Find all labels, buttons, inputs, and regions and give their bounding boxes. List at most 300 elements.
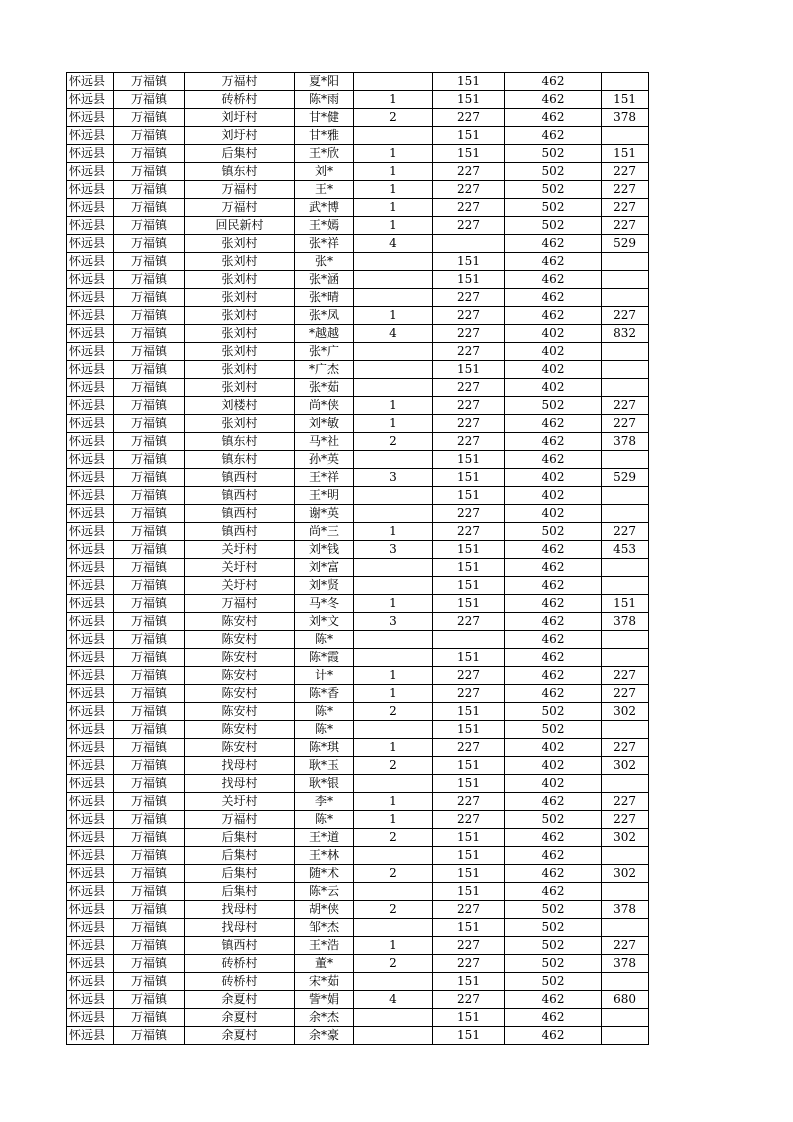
amount-a-cell: 151: [433, 757, 505, 775]
village-cell: 张刘村: [185, 325, 295, 343]
town-cell: 万福镇: [114, 739, 185, 757]
amount-a-cell: 151: [433, 361, 505, 379]
village-cell: 镇西村: [185, 523, 295, 541]
village-cell: 镇东村: [185, 163, 295, 181]
count-cell: [354, 271, 433, 289]
village-cell: 后集村: [185, 829, 295, 847]
town-cell: 万福镇: [114, 325, 185, 343]
town-cell: 万福镇: [114, 307, 185, 325]
village-cell: 找母村: [185, 757, 295, 775]
name-cell: 王*浩: [295, 937, 354, 955]
amount-a-cell: 151: [433, 865, 505, 883]
total-cell: [602, 487, 649, 505]
town-cell: 万福镇: [114, 505, 185, 523]
village-cell: 关圩村: [185, 793, 295, 811]
name-cell: 陈*香: [295, 685, 354, 703]
name-cell: 陈*: [295, 703, 354, 721]
amount-a-cell: 227: [433, 793, 505, 811]
count-cell: 2: [354, 829, 433, 847]
village-cell: 镇西村: [185, 505, 295, 523]
county-cell: 怀远县: [67, 199, 114, 217]
town-cell: 万福镇: [114, 379, 185, 397]
count-cell: [354, 1009, 433, 1027]
village-cell: 镇东村: [185, 433, 295, 451]
village-cell: 镇西村: [185, 937, 295, 955]
village-cell: 余夏村: [185, 991, 295, 1009]
table-row: [67, 181, 649, 199]
town-cell: 万福镇: [114, 685, 185, 703]
total-cell: 151: [602, 595, 649, 613]
name-cell: 夏*阳: [295, 73, 354, 91]
table-row: [67, 973, 649, 991]
total-cell: [602, 343, 649, 361]
amount-b-cell: 402: [505, 505, 602, 523]
town-cell: 万福镇: [114, 883, 185, 901]
amount-b-cell: 462: [505, 865, 602, 883]
count-cell: 1: [354, 523, 433, 541]
town-cell: 万福镇: [114, 937, 185, 955]
county-cell: 怀远县: [67, 163, 114, 181]
count-cell: 4: [354, 235, 433, 253]
amount-b-cell: 462: [505, 415, 602, 433]
county-cell: 怀远县: [67, 721, 114, 739]
county-cell: 怀远县: [67, 325, 114, 343]
total-cell: 227: [602, 793, 649, 811]
table-row: [67, 127, 649, 145]
amount-a-cell: 227: [433, 955, 505, 973]
county-cell: 怀远县: [67, 217, 114, 235]
name-cell: 张*晴: [295, 289, 354, 307]
county-cell: 怀远县: [67, 919, 114, 937]
amount-a-cell: 227: [433, 901, 505, 919]
count-cell: 4: [354, 991, 433, 1009]
amount-a-cell: 227: [433, 991, 505, 1009]
table-row: [67, 919, 649, 937]
amount-b-cell: 462: [505, 91, 602, 109]
amount-b-cell: 462: [505, 631, 602, 649]
count-cell: 4: [354, 325, 433, 343]
amount-a-cell: 227: [433, 739, 505, 757]
amount-a-cell: 227: [433, 217, 505, 235]
name-cell: 王*明: [295, 487, 354, 505]
name-cell: 邹*杰: [295, 919, 354, 937]
table-row: [67, 721, 649, 739]
amount-a-cell: 151: [433, 775, 505, 793]
total-cell: [602, 379, 649, 397]
count-cell: 1: [354, 199, 433, 217]
count-cell: [354, 649, 433, 667]
table-row: [67, 937, 649, 955]
village-cell: 找母村: [185, 901, 295, 919]
town-cell: 万福镇: [114, 433, 185, 451]
table-row: [67, 109, 649, 127]
name-cell: *越越: [295, 325, 354, 343]
total-cell: 227: [602, 415, 649, 433]
town-cell: 万福镇: [114, 199, 185, 217]
total-cell: 453: [602, 541, 649, 559]
name-cell: 张*茹: [295, 379, 354, 397]
total-cell: 302: [602, 829, 649, 847]
town-cell: 万福镇: [114, 361, 185, 379]
name-cell: 董*: [295, 955, 354, 973]
amount-b-cell: 462: [505, 883, 602, 901]
amount-b-cell: 462: [505, 991, 602, 1009]
amount-a-cell: 151: [433, 919, 505, 937]
total-cell: [602, 649, 649, 667]
county-cell: 怀远县: [67, 685, 114, 703]
total-cell: [602, 253, 649, 271]
table-row: [67, 901, 649, 919]
total-cell: 227: [602, 181, 649, 199]
village-cell: 后集村: [185, 847, 295, 865]
county-cell: 怀远县: [67, 991, 114, 1009]
county-cell: 怀远县: [67, 811, 114, 829]
name-cell: 王*嫣: [295, 217, 354, 235]
town-cell: 万福镇: [114, 127, 185, 145]
amount-b-cell: 462: [505, 667, 602, 685]
amount-b-cell: 502: [505, 217, 602, 235]
total-cell: [602, 271, 649, 289]
count-cell: [354, 631, 433, 649]
total-cell: 378: [602, 433, 649, 451]
village-cell: 镇西村: [185, 469, 295, 487]
count-cell: [354, 1027, 433, 1045]
amount-b-cell: 462: [505, 541, 602, 559]
county-cell: 怀远县: [67, 235, 114, 253]
town-cell: 万福镇: [114, 721, 185, 739]
amount-b-cell: 462: [505, 595, 602, 613]
name-cell: 武*博: [295, 199, 354, 217]
count-cell: [354, 577, 433, 595]
table-row: [67, 343, 649, 361]
total-cell: [602, 919, 649, 937]
table-row: [67, 559, 649, 577]
amount-a-cell: 151: [433, 1009, 505, 1027]
table-row: [67, 73, 649, 91]
table-row: [67, 793, 649, 811]
amount-b-cell: 502: [505, 721, 602, 739]
table-row: [67, 199, 649, 217]
amount-a-cell: 151: [433, 577, 505, 595]
county-cell: 怀远县: [67, 289, 114, 307]
village-cell: 刘楼村: [185, 397, 295, 415]
table-row: [67, 541, 649, 559]
total-cell: [602, 631, 649, 649]
county-cell: 怀远县: [67, 973, 114, 991]
table-row: [67, 865, 649, 883]
count-cell: 1: [354, 595, 433, 613]
amount-b-cell: 462: [505, 649, 602, 667]
county-cell: 怀远县: [67, 739, 114, 757]
data-table: [66, 72, 649, 1045]
village-cell: 后集村: [185, 145, 295, 163]
table-row: [67, 649, 649, 667]
county-cell: 怀远县: [67, 703, 114, 721]
amount-a-cell: [433, 631, 505, 649]
amount-b-cell: 502: [505, 811, 602, 829]
total-cell: [602, 1009, 649, 1027]
village-cell: 万福村: [185, 73, 295, 91]
county-cell: 怀远县: [67, 397, 114, 415]
count-cell: 1: [354, 739, 433, 757]
total-cell: 151: [602, 145, 649, 163]
village-cell: 砖桥村: [185, 955, 295, 973]
village-cell: 关圩村: [185, 577, 295, 595]
village-cell: 万福村: [185, 199, 295, 217]
amount-b-cell: 502: [505, 901, 602, 919]
amount-a-cell: 227: [433, 397, 505, 415]
name-cell: 张*: [295, 253, 354, 271]
village-cell: 后集村: [185, 865, 295, 883]
amount-a-cell: 227: [433, 199, 505, 217]
amount-b-cell: 462: [505, 577, 602, 595]
total-cell: [602, 289, 649, 307]
table-row: [67, 775, 649, 793]
total-cell: [602, 721, 649, 739]
amount-a-cell: 151: [433, 91, 505, 109]
amount-a-cell: 151: [433, 721, 505, 739]
name-cell: 耿*玉: [295, 757, 354, 775]
table-row: [67, 1009, 649, 1027]
name-cell: 张*祥: [295, 235, 354, 253]
county-cell: 怀远县: [67, 181, 114, 199]
name-cell: 刘*: [295, 163, 354, 181]
amount-a-cell: 227: [433, 379, 505, 397]
county-cell: 怀远县: [67, 955, 114, 973]
amount-a-cell: 227: [433, 811, 505, 829]
total-cell: [602, 1027, 649, 1045]
amount-b-cell: 462: [505, 307, 602, 325]
count-cell: 1: [354, 793, 433, 811]
total-cell: 227: [602, 739, 649, 757]
count-cell: [354, 847, 433, 865]
count-cell: 2: [354, 901, 433, 919]
total-cell: 227: [602, 685, 649, 703]
total-cell: [602, 559, 649, 577]
town-cell: 万福镇: [114, 703, 185, 721]
table-row: [67, 991, 649, 1009]
total-cell: [602, 883, 649, 901]
county-cell: 怀远县: [67, 451, 114, 469]
amount-a-cell: 151: [433, 973, 505, 991]
village-cell: 万福村: [185, 811, 295, 829]
amount-b-cell: 462: [505, 109, 602, 127]
town-cell: 万福镇: [114, 775, 185, 793]
name-cell: 王*道: [295, 829, 354, 847]
table-row: [67, 397, 649, 415]
county-cell: 怀远县: [67, 631, 114, 649]
name-cell: 马*社: [295, 433, 354, 451]
amount-b-cell: 462: [505, 613, 602, 631]
name-cell: 尚*侠: [295, 397, 354, 415]
village-cell: 找母村: [185, 919, 295, 937]
amount-b-cell: 502: [505, 955, 602, 973]
table-row: [67, 811, 649, 829]
count-cell: [354, 253, 433, 271]
table-row: [67, 613, 649, 631]
town-cell: 万福镇: [114, 667, 185, 685]
total-cell: 529: [602, 235, 649, 253]
amount-a-cell: 227: [433, 505, 505, 523]
name-cell: 陈*琪: [295, 739, 354, 757]
table-row: [67, 163, 649, 181]
amount-a-cell: 227: [433, 109, 505, 127]
town-cell: 万福镇: [114, 109, 185, 127]
county-cell: 怀远县: [67, 649, 114, 667]
county-cell: 怀远县: [67, 595, 114, 613]
county-cell: 怀远县: [67, 1027, 114, 1045]
amount-a-cell: 227: [433, 307, 505, 325]
amount-b-cell: 462: [505, 685, 602, 703]
total-cell: 227: [602, 217, 649, 235]
name-cell: 余*杰: [295, 1009, 354, 1027]
county-cell: 怀远县: [67, 253, 114, 271]
village-cell: 镇西村: [185, 487, 295, 505]
town-cell: 万福镇: [114, 523, 185, 541]
amount-b-cell: 502: [505, 703, 602, 721]
village-cell: 张刘村: [185, 253, 295, 271]
amount-b-cell: 402: [505, 487, 602, 505]
town-cell: 万福镇: [114, 487, 185, 505]
table-row: [67, 289, 649, 307]
count-cell: 1: [354, 685, 433, 703]
name-cell: 甘*雅: [295, 127, 354, 145]
village-cell: 镇东村: [185, 451, 295, 469]
amount-a-cell: 151: [433, 271, 505, 289]
amount-b-cell: 462: [505, 1027, 602, 1045]
county-cell: 怀远县: [67, 523, 114, 541]
count-cell: [354, 487, 433, 505]
county-cell: 怀远县: [67, 775, 114, 793]
village-cell: 刘圩村: [185, 109, 295, 127]
village-cell: 余夏村: [185, 1009, 295, 1027]
table-row: [67, 955, 649, 973]
name-cell: 訾*娟: [295, 991, 354, 1009]
amount-b-cell: 502: [505, 181, 602, 199]
amount-b-cell: 402: [505, 775, 602, 793]
count-cell: 2: [354, 757, 433, 775]
county-cell: 怀远县: [67, 883, 114, 901]
town-cell: 万福镇: [114, 145, 185, 163]
count-cell: 3: [354, 613, 433, 631]
table-row: [67, 91, 649, 109]
amount-a-cell: 151: [433, 451, 505, 469]
count-cell: [354, 361, 433, 379]
amount-b-cell: 462: [505, 829, 602, 847]
total-cell: [602, 451, 649, 469]
count-cell: [354, 379, 433, 397]
count-cell: 2: [354, 955, 433, 973]
town-cell: 万福镇: [114, 595, 185, 613]
amount-b-cell: 402: [505, 325, 602, 343]
amount-b-cell: 402: [505, 739, 602, 757]
county-cell: 怀远县: [67, 505, 114, 523]
name-cell: 刘*富: [295, 559, 354, 577]
total-cell: 151: [602, 91, 649, 109]
count-cell: 1: [354, 397, 433, 415]
county-cell: 怀远县: [67, 613, 114, 631]
total-cell: 302: [602, 703, 649, 721]
amount-b-cell: 462: [505, 1009, 602, 1027]
count-cell: [354, 919, 433, 937]
town-cell: 万福镇: [114, 757, 185, 775]
name-cell: 耿*银: [295, 775, 354, 793]
table-row: [67, 469, 649, 487]
amount-b-cell: 502: [505, 199, 602, 217]
amount-a-cell: 227: [433, 325, 505, 343]
amount-a-cell: 227: [433, 685, 505, 703]
name-cell: 刘*敏: [295, 415, 354, 433]
table-row: [67, 145, 649, 163]
count-cell: [354, 559, 433, 577]
county-cell: 怀远县: [67, 667, 114, 685]
county-cell: 怀远县: [67, 91, 114, 109]
amount-a-cell: 227: [433, 181, 505, 199]
amount-b-cell: 462: [505, 451, 602, 469]
amount-a-cell: 151: [433, 145, 505, 163]
county-cell: 怀远县: [67, 73, 114, 91]
amount-a-cell: 151: [433, 703, 505, 721]
amount-a-cell: 151: [433, 469, 505, 487]
count-cell: 3: [354, 469, 433, 487]
name-cell: 李*: [295, 793, 354, 811]
village-cell: 万福村: [185, 181, 295, 199]
town-cell: 万福镇: [114, 415, 185, 433]
town-cell: 万福镇: [114, 541, 185, 559]
county-cell: 怀远县: [67, 541, 114, 559]
name-cell: 陈*: [295, 811, 354, 829]
amount-a-cell: 151: [433, 73, 505, 91]
county-cell: 怀远县: [67, 379, 114, 397]
table-row: [67, 271, 649, 289]
total-cell: 227: [602, 811, 649, 829]
total-cell: 227: [602, 397, 649, 415]
table-row: [67, 433, 649, 451]
county-cell: 怀远县: [67, 127, 114, 145]
table-row: [67, 487, 649, 505]
name-cell: 宋*茹: [295, 973, 354, 991]
amount-a-cell: 151: [433, 883, 505, 901]
count-cell: 1: [354, 217, 433, 235]
table-row: [67, 631, 649, 649]
village-cell: 张刘村: [185, 235, 295, 253]
county-cell: 怀远县: [67, 577, 114, 595]
amount-b-cell: 502: [505, 919, 602, 937]
name-cell: 王*: [295, 181, 354, 199]
amount-b-cell: 462: [505, 73, 602, 91]
name-cell: 刘*钱: [295, 541, 354, 559]
village-cell: 张刘村: [185, 271, 295, 289]
amount-a-cell: 227: [433, 667, 505, 685]
total-cell: 680: [602, 991, 649, 1009]
county-cell: 怀远县: [67, 415, 114, 433]
county-cell: 怀远县: [67, 109, 114, 127]
table-row: [67, 379, 649, 397]
county-cell: 怀远县: [67, 145, 114, 163]
village-cell: 陈安村: [185, 631, 295, 649]
total-cell: 378: [602, 109, 649, 127]
table-row: [67, 757, 649, 775]
count-cell: 1: [354, 145, 433, 163]
total-cell: [602, 127, 649, 145]
county-cell: 怀远县: [67, 487, 114, 505]
amount-b-cell: 462: [505, 433, 602, 451]
name-cell: 随*术: [295, 865, 354, 883]
count-cell: [354, 127, 433, 145]
table-row: [67, 361, 649, 379]
name-cell: 余*豪: [295, 1027, 354, 1045]
county-cell: 怀远县: [67, 433, 114, 451]
